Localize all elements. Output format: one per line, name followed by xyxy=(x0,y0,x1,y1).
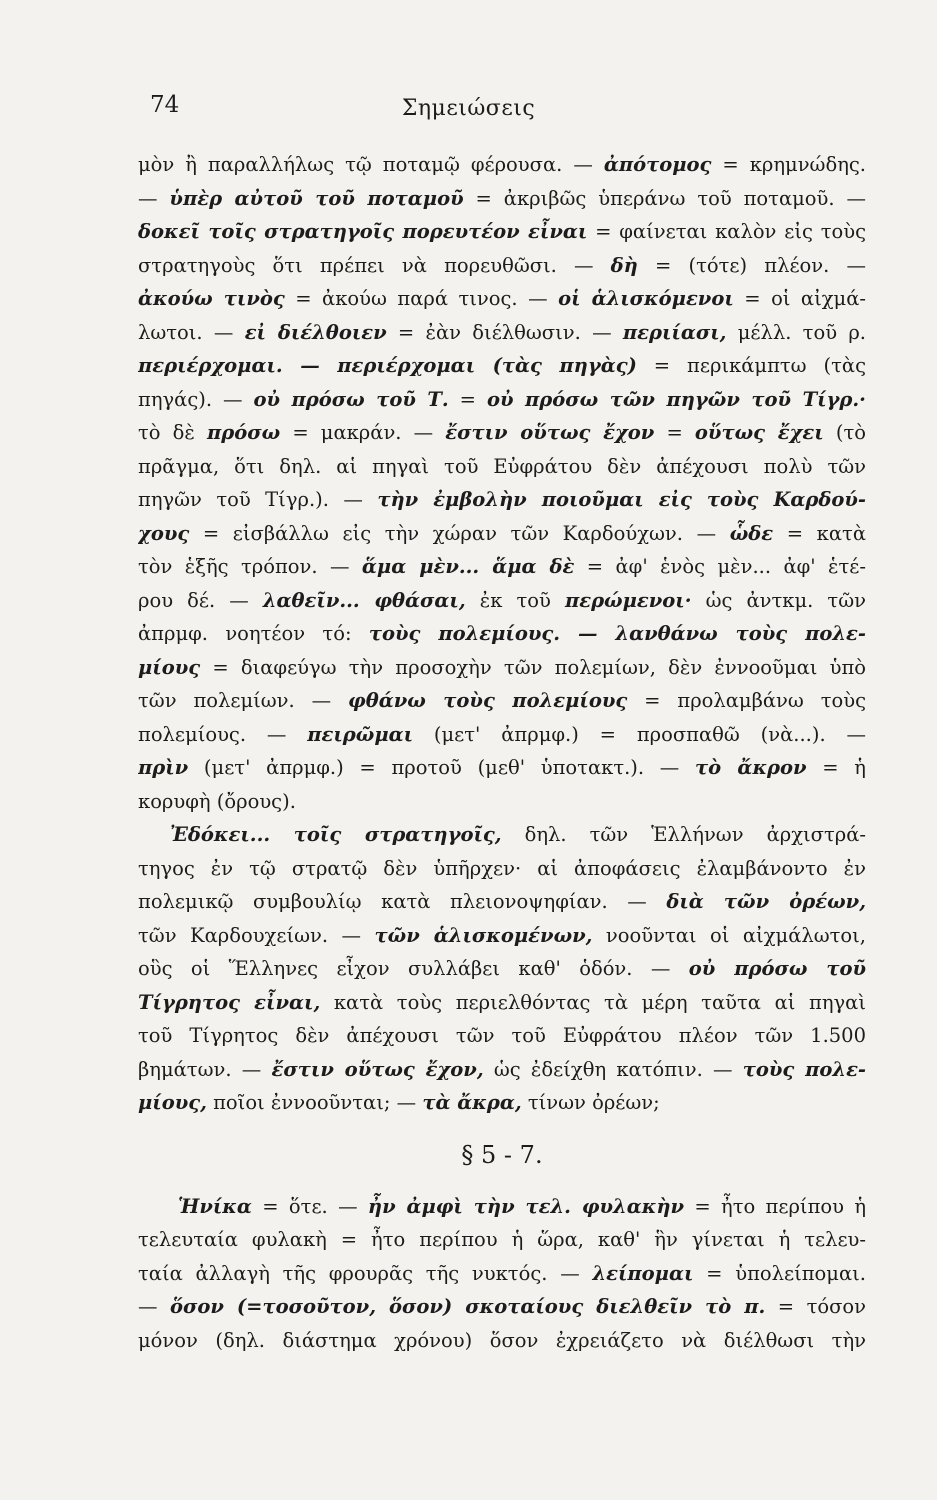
gloss-text: = ἦτο περίπου ἡ xyxy=(684,1194,866,1218)
lemma-term: πρὶν xyxy=(138,756,189,779)
gloss-text: = ὑπολείπομαι. xyxy=(693,1261,866,1285)
gloss-text: ἐκ τοῦ xyxy=(465,588,565,612)
gloss-text: μὸν ἢ παραλλήλως τῷ ποταμῷ φέρουσα. — xyxy=(138,153,604,176)
gloss-text: τελευταία φυλακὴ = ἦτο περίπου ἡ ὥρα, καθ' ἣν γίνεται ἡ τελευ- xyxy=(138,1228,866,1251)
lemma-term: ἔστιν οὕτως ἔχον, xyxy=(271,1057,484,1081)
gloss-text: = φαίνεται καλὸν εἰς τοὺς xyxy=(587,220,866,243)
gloss-text: = ἀφ' ἑνὸς μὲν... ἀφ' ἑτέ- xyxy=(574,555,866,578)
lemma-term: ὧδε xyxy=(729,521,774,545)
text-line xyxy=(138,584,866,618)
gloss-text: = οἱ αἰχμά- xyxy=(733,287,866,310)
gloss-text: λωτοι. — xyxy=(138,320,245,344)
lemma-term: δοκεῖ τοῖς στρατηγοῖς πορευτέον εἶναι xyxy=(138,220,588,243)
text-line xyxy=(138,349,866,383)
lemma-term: οὐ πρόσω τῶν πηγῶν τοῦ Τίγρ.· xyxy=(486,387,866,411)
lemma-term: πειρῶμαι xyxy=(307,722,414,746)
lemma-term: Ἡνίκα xyxy=(178,1194,252,1218)
gloss-text: = ἀκριβῶς ὑπεράνω τοῦ ποταμοῦ. — xyxy=(463,186,866,210)
text-body xyxy=(138,148,866,1357)
gloss-text: ποῖοι ἐννοοῦνται; — xyxy=(206,1091,423,1114)
gloss-text: = τόσον xyxy=(765,1295,866,1318)
notes-block-1 xyxy=(138,148,866,1120)
lemma-term: ἔστιν οὕτως ἔχον xyxy=(445,421,655,444)
lemma-term: ὑπὲρ αὐτοῦ τοῦ ποταμοῦ xyxy=(169,186,464,210)
gloss-text: μόνον (δηλ. διάστημα χρόνου) ὅσον ἐχρειάζετο νὰ διέλθωσι τὴν xyxy=(138,1328,866,1352)
text-line xyxy=(138,718,866,752)
page-number: 74 xyxy=(150,92,180,118)
lemma-term: ἀκούω τινὸς xyxy=(138,287,285,310)
gloss-text: = ἡ xyxy=(806,756,866,779)
text-line xyxy=(138,1086,866,1120)
text-line xyxy=(138,483,866,517)
lemma-term: διὰ τῶν ὀρέων, xyxy=(666,890,866,913)
lemma-term: μίους, xyxy=(138,1091,207,1114)
lemma-term: εἰ διέλθοιεν xyxy=(244,320,387,344)
text-line xyxy=(138,383,866,417)
text-line xyxy=(138,986,866,1020)
gloss-text: (τὸ xyxy=(823,421,866,444)
text-line xyxy=(138,1019,866,1053)
lemma-term: τοὺς πολε- xyxy=(742,1057,866,1081)
text-line xyxy=(138,751,866,785)
gloss-text: = ὅτε. — xyxy=(251,1194,368,1218)
lemma-term: τὰ ἄκρα, xyxy=(422,1091,522,1114)
gloss-text: = xyxy=(448,387,487,411)
lemma-term: τῶν ἁλισκομένων, xyxy=(374,923,593,947)
gloss-text: = περικάμπτω (τὰς xyxy=(636,354,866,377)
lemma-term: οὕτως ἔχει xyxy=(694,421,824,444)
gloss-text: οὓς οἱ Ἕλληνες εἶχον συλλάβει καθ' ὁδόν. — xyxy=(138,957,689,980)
lemma-term: Τίγρητος εἶναι, xyxy=(138,990,321,1014)
gloss-text: = διαφεύγω τὴν προσοχὴν τῶν πολεμίων, δὲν ἐννοοῦμαι ὑπὸ xyxy=(200,655,866,679)
gloss-text: πολεμίους. — xyxy=(138,722,308,746)
gloss-text: πηγάς). — xyxy=(138,387,254,411)
gloss-text: (μετ' ἀπρμφ.) = προτοῦ (μεθ' ὑποτακτ.). — xyxy=(188,756,696,779)
gloss-text: στρατηγοὺς ὅτι πρέπει νὰ πορευθῶσι. — xyxy=(138,253,611,277)
gloss-text: = προλαμβάνω τοὺς xyxy=(627,689,866,712)
gloss-text: = κατὰ xyxy=(773,521,866,545)
gloss-text: = xyxy=(654,421,695,444)
text-line xyxy=(138,550,866,584)
lemma-term: οὐ πρόσω τοῦ xyxy=(688,957,866,980)
gloss-text: κορυφὴ (ὄρους). xyxy=(138,789,296,813)
text-line xyxy=(138,215,866,249)
lemma-term: μίους xyxy=(138,655,201,679)
gloss-text: πολεμικῷ συμβουλίῳ κατὰ πλειονοψηφίαν. — xyxy=(138,890,667,913)
text-line xyxy=(138,1290,866,1324)
text-line xyxy=(138,952,866,986)
gloss-text: — xyxy=(138,186,170,210)
notes-block-2 xyxy=(138,1190,866,1358)
lemma-term: ἅμα μὲν... ἅμα δὲ xyxy=(361,555,575,578)
lemma-term: περώμενοι· xyxy=(564,588,692,612)
gloss-text: = μακράν. — xyxy=(280,421,446,444)
gloss-text: πηγῶν τοῦ Τίγρ.). — xyxy=(138,488,378,511)
lemma-term: περιέρχομαι. — περιέρχομαι (τὰς πηγὰς) xyxy=(138,354,637,377)
lemma-term: ἦν ἀμφὶ τὴν τελ. φυλακὴν xyxy=(367,1194,685,1218)
page-header xyxy=(0,92,937,132)
gloss-text: ταία ἀλλαγὴ τῆς φρουρᾶς τῆς νυκτός. — xyxy=(138,1261,593,1285)
text-line xyxy=(138,316,866,350)
text-line xyxy=(138,416,866,450)
running-title: Σημειώσεις xyxy=(401,96,536,121)
gloss-text: (μετ' ἀπρμφ.) = προσπαθῶ (νὰ...). — xyxy=(413,722,866,746)
lemma-term: λείπομαι xyxy=(592,1261,694,1285)
section-heading: § 5 - 7. xyxy=(461,1140,543,1169)
lemma-term: τὴν ἐμβολὴν ποιοῦμαι εἰς τοὺς Καρδού- xyxy=(377,488,866,511)
lemma-term: περιίασι, xyxy=(622,320,727,344)
lemma-term: ἀπότομος xyxy=(603,153,712,176)
text-line xyxy=(138,885,866,919)
lemma-term: οὐ πρόσω τοῦ Τ. xyxy=(253,387,449,411)
text-line xyxy=(138,684,866,718)
lemma-term: τὸ ἄκρον xyxy=(695,756,807,779)
text-line xyxy=(138,282,866,316)
gloss-text: ρου δέ. — xyxy=(138,588,263,612)
gloss-text: δηλ. τῶν Ἑλλήνων ἀρχιστρά- xyxy=(501,823,866,846)
gloss-text: ἀπρμφ. νοητέον τό: xyxy=(138,622,369,645)
gloss-text: = ἀκούω παρά τινος. — xyxy=(284,287,559,310)
gloss-text: ὡς ἐδείχθη κατόπιν. — xyxy=(483,1057,743,1081)
text-line xyxy=(138,1053,866,1087)
text-line xyxy=(138,785,866,819)
text-line xyxy=(138,148,866,182)
gloss-text: τοῦ Τίγρητος δὲν ἀπέχουσι τῶν τοῦ Εὐφράτου πλέον τῶν 1.500 xyxy=(138,1024,866,1047)
gloss-text: τῶν Καρδουχείων. — xyxy=(138,923,375,947)
text-line xyxy=(138,450,866,484)
gloss-text: = (τότε) πλέον. — xyxy=(637,253,866,277)
gloss-text: = ἐὰν διέλθωσιν. — xyxy=(386,320,623,344)
text-line xyxy=(138,1257,866,1291)
gloss-text: τῶν πολεμίων. — xyxy=(138,689,349,712)
text-line xyxy=(138,249,866,283)
text-line xyxy=(138,1223,866,1257)
gloss-text: κατὰ τοὺς περιελθόντας τὰ μέρη ταῦτα αἱ πηγαὶ xyxy=(320,990,866,1014)
lemma-term: ὅσον (=τοσοῦτον, ὅσον) σκοταίους διελθεῖν τὸ π. xyxy=(169,1295,766,1318)
gloss-text: τηγος ἐν τῷ στρατῷ δὲν ὑπῆρχεν· αἱ ἀποφάσεις ἐλαμβάνοντο ἐν xyxy=(138,856,866,880)
gloss-text: τὸ δὲ xyxy=(138,421,207,444)
gloss-text: μέλλ. τοῦ ρ. xyxy=(726,320,866,344)
text-line xyxy=(138,919,866,953)
gloss-text: = κρημνώδης. xyxy=(711,153,866,176)
gloss-text: τίνων ὀρέων; xyxy=(521,1091,660,1114)
text-line xyxy=(138,818,866,852)
gloss-text: = εἰσβάλλω εἰς τὴν χώραν τῶν Καρδούχων. — xyxy=(189,521,730,545)
lemma-term: Ἐδόκει... τοῖς στρατηγοῖς, xyxy=(170,823,502,846)
lemma-term: φθάνω τοὺς πολεμίους xyxy=(348,689,628,712)
text-line xyxy=(138,517,866,551)
lemma-term: οἱ ἁλισκόμενοι xyxy=(558,287,734,310)
lemma-term: τοὺς πολεμίους. — λανθάνω τοὺς πολε- xyxy=(368,622,866,645)
gloss-text: ὡς ἀντκμ. τῶν xyxy=(691,588,866,612)
lemma-term: δὴ xyxy=(610,253,638,277)
text-line xyxy=(138,1190,866,1224)
gloss-text: — xyxy=(138,1295,170,1318)
text-line xyxy=(138,1324,866,1358)
gloss-text: πρᾶγμα, ὅτι δηλ. αἱ πηγαὶ τοῦ Εὐφράτου δὲν ἀπέχουσι πολὺ τῶν xyxy=(138,454,866,478)
lemma-term: πρόσω xyxy=(206,421,281,444)
text-line xyxy=(138,617,866,651)
text-line xyxy=(138,651,866,685)
lemma-term: χους xyxy=(138,521,190,545)
text-line xyxy=(138,852,866,886)
gloss-text: τὸν ἑξῆς τρόπον. — xyxy=(138,555,362,578)
gloss-text: νοοῦνται οἱ αἰχμάλωτοι, xyxy=(592,923,866,947)
gloss-text: βημάτων. — xyxy=(138,1057,272,1081)
lemma-term: λαθεῖν... φθάσαι, xyxy=(262,588,466,612)
text-line xyxy=(138,182,866,216)
